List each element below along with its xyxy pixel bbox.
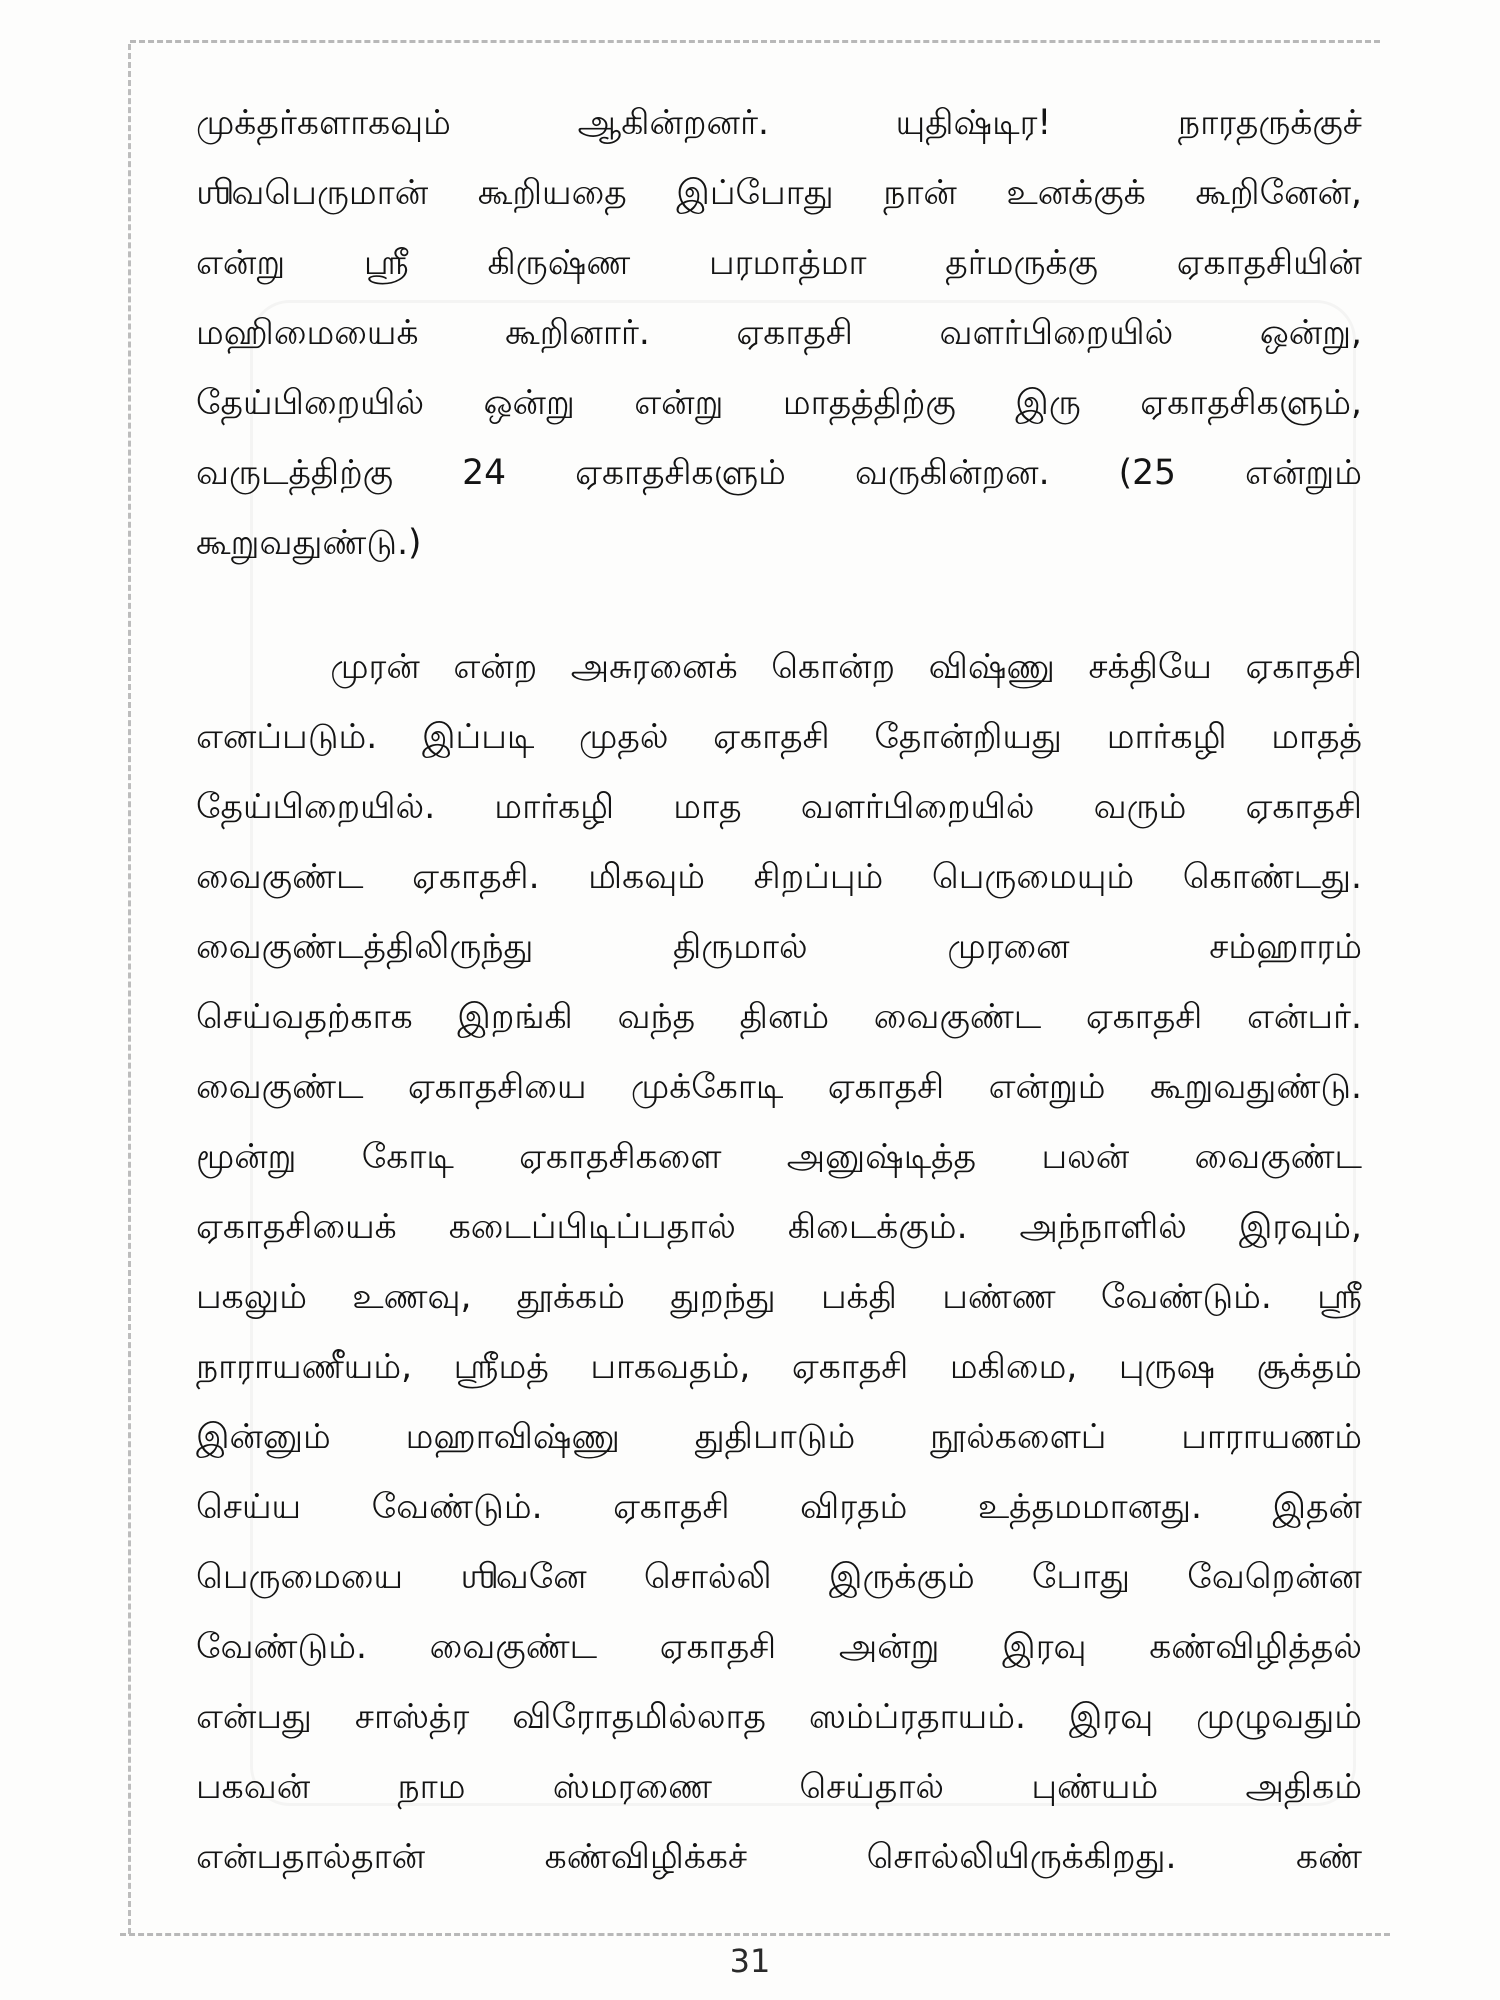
text-line: ஶிவபெருமான் கூறியதை இப்போது நான் உனக்குக் கூறினேன், — [196, 173, 1362, 213]
text-line: வைகுண்டத்திலிருந்து திருமால் முரனை சம்ஹாரம் — [196, 927, 1362, 967]
text-line: வைகுண்ட ஏகாதசி. மிகவும் சிறப்பும் பெருமையும் கொண்டது. — [196, 857, 1362, 897]
paragraph-gap — [196, 578, 1362, 632]
text-line: வேண்டும். வைகுண்ட ஏகாதசி அன்று இரவு கண்விழித்தல் — [196, 1627, 1362, 1667]
page-number: 31 — [729, 1942, 771, 1980]
text-line: மூன்று கோடி ஏகாதசிகளை அனுஷ்டித்த பலன் வைகுண்ட — [196, 1137, 1362, 1177]
text-line: வைகுண்ட ஏகாதசியை முக்கோடி ஏகாதசி என்றும் கூறுவதுண்டு. — [196, 1067, 1362, 1107]
text-line: நாராயணீயம், ஸ்ரீமத் பாகவதம், ஏகாதசி மகிமை, புருஷ சூக்தம் — [196, 1347, 1362, 1387]
text-line: பகவன் நாம ஸ்மரணை செய்தால் புண்யம் அதிகம் — [196, 1767, 1362, 1807]
paragraph-2 — [196, 632, 1362, 1892]
text-line: என்பதால்தான் கண்விழிக்கச் சொல்லியிருக்கிறது. கண் — [196, 1837, 1362, 1877]
body-text — [196, 88, 1362, 1892]
text-line: பெருமையை ஶிவனே சொல்லி இருக்கும் போது வேறென்ன — [196, 1557, 1362, 1597]
text-line: பகலும் உணவு, தூக்கம் துறந்து பக்தி பண்ண வேண்டும். ஸ்ரீ — [196, 1277, 1362, 1317]
text-line: ஏகாதசியைக் கடைப்பிடிப்பதால் கிடைக்கும். அந்நாளில் இரவும், — [196, 1207, 1362, 1247]
text-line: தேய்பிறையில் ஒன்று என்று மாதத்திற்கு இரு ஏகாதசிகளும், — [196, 383, 1362, 423]
text-line: என்று ஸ்ரீ கிருஷ்ண பரமாத்மா தர்மருக்கு ஏகாதசியின் — [196, 243, 1362, 283]
text-line: செய்வதற்காக இறங்கி வந்த தினம் வைகுண்ட ஏகாதசி என்பர். — [196, 997, 1362, 1037]
text-line: முக்தர்களாகவும் ஆகின்றனர். யுதிஷ்டிர! நாரதருக்குச் — [196, 103, 1362, 143]
text-line: மஹிமையைக் கூறினார். ஏகாதசி வளர்பிறையில் ஒன்று, — [196, 313, 1362, 353]
text-line: செய்ய வேண்டும். ஏகாதசி விரதம் உத்தமமானது. இதன் — [196, 1487, 1362, 1527]
page-border-top — [130, 40, 1380, 43]
text-line: என்பது சாஸ்த்ர விரோதமில்லாத ஸம்ப்ரதாயம். இரவு முழுவதும் — [196, 1697, 1362, 1737]
text-line: முரன் என்ற அசுரனைக் கொன்ற விஷ்ணு சக்தியே ஏகாதசி — [196, 647, 1362, 687]
text-line: எனப்படும். இப்படி முதல் ஏகாதசி தோன்றியது மார்கழி மாதத் — [196, 717, 1362, 757]
paragraph-1 — [196, 88, 1362, 578]
text-line: வருடத்திற்கு 24 ஏகாதசிகளும் வருகின்றன. (25 என்றும் — [196, 453, 1362, 493]
page-border-left — [128, 44, 131, 1934]
text-line: கூறுவதுண்டு.) — [196, 523, 422, 563]
text-line: தேய்பிறையில். மார்கழி மாத வளர்பிறையில் வரும் ஏகாதசி — [196, 787, 1362, 827]
text-line: இன்னும் மஹாவிஷ்ணு துதிபாடும் நூல்களைப் பாராயணம் — [196, 1417, 1362, 1457]
